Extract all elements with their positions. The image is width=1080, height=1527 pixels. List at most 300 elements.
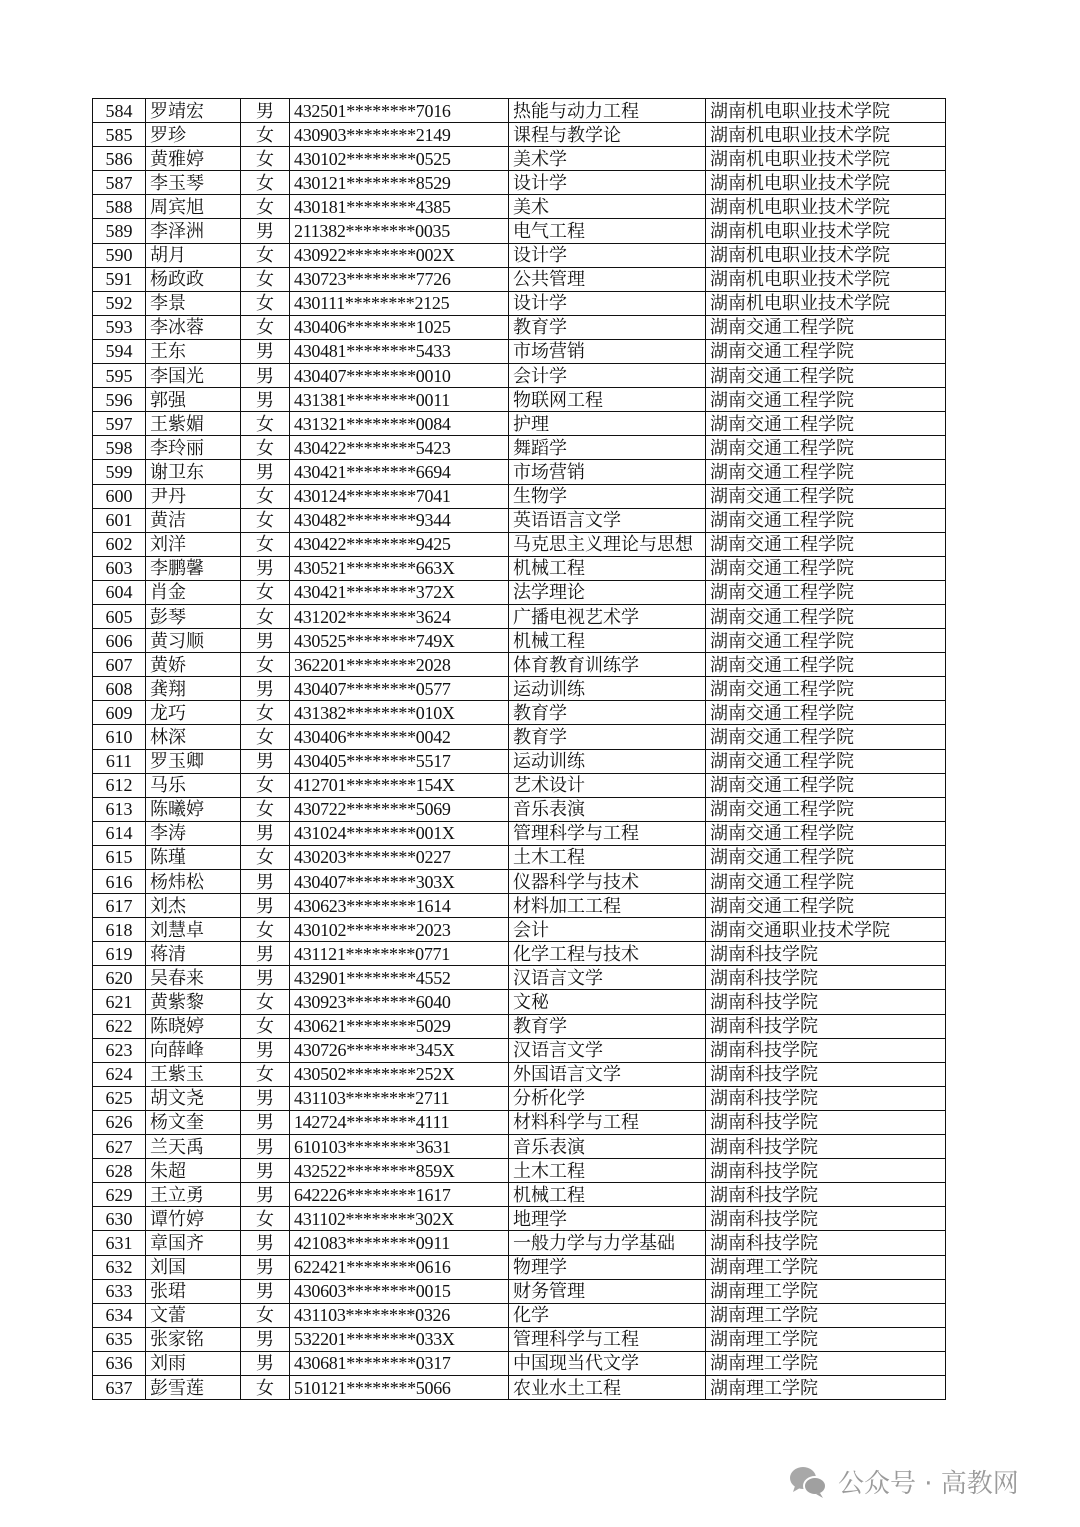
table-row	[93, 677, 946, 701]
id-number-cell: 610103********3631	[290, 1135, 509, 1159]
row-number-cell: 625	[93, 1086, 146, 1110]
gender-cell: 男	[241, 1135, 290, 1159]
id-number-cell: 430406********0042	[290, 725, 509, 749]
gender-cell: 男	[241, 1183, 290, 1207]
gender-cell: 男	[241, 1110, 290, 1134]
gender-cell: 男	[241, 99, 290, 123]
major-cell: 财务管理	[509, 1279, 706, 1303]
gender-cell: 女	[241, 195, 290, 219]
name-cell: 马乐	[146, 773, 241, 797]
table-row	[93, 1255, 946, 1279]
major-cell: 音乐表演	[509, 797, 706, 821]
name-cell: 彭雪莲	[146, 1375, 241, 1399]
major-cell: 美术	[509, 195, 706, 219]
row-number-cell: 603	[93, 556, 146, 580]
major-cell: 机械工程	[509, 1183, 706, 1207]
gender-cell: 女	[241, 725, 290, 749]
id-number-cell: 430726********345X	[290, 1038, 509, 1062]
row-number-cell: 624	[93, 1062, 146, 1086]
institution-cell: 湖南科技学院	[706, 990, 946, 1014]
gender-cell: 女	[241, 1303, 290, 1327]
major-cell: 电气工程	[509, 219, 706, 243]
institution-cell: 湖南交通工程学院	[706, 725, 946, 749]
gender-cell: 男	[241, 556, 290, 580]
table-row	[93, 1375, 946, 1399]
table-row	[93, 556, 946, 580]
name-cell: 朱超	[146, 1159, 241, 1183]
id-number-cell: 430623********1614	[290, 894, 509, 918]
name-cell: 黄娇	[146, 653, 241, 677]
institution-cell: 湖南交通工程学院	[706, 364, 946, 388]
major-cell: 热能与动力工程	[509, 99, 706, 123]
gender-cell: 女	[241, 1062, 290, 1086]
id-number-cell: 430421********372X	[290, 580, 509, 604]
major-cell: 会计	[509, 918, 706, 942]
major-cell: 外国语言文学	[509, 1062, 706, 1086]
row-number-cell: 623	[93, 1038, 146, 1062]
name-cell: 龚翔	[146, 677, 241, 701]
gender-cell: 男	[241, 894, 290, 918]
id-number-cell: 431382********010X	[290, 701, 509, 725]
major-cell: 汉语言文学	[509, 966, 706, 990]
institution-cell: 湖南交通工程学院	[706, 580, 946, 604]
name-cell: 尹丹	[146, 484, 241, 508]
gender-cell: 女	[241, 315, 290, 339]
institution-cell: 湖南理工学院	[706, 1255, 946, 1279]
institution-cell: 湖南机电职业技术学院	[706, 171, 946, 195]
major-cell: 市场营销	[509, 339, 706, 363]
gender-cell: 女	[241, 773, 290, 797]
major-cell: 体育教育训练学	[509, 653, 706, 677]
name-cell: 杨炜松	[146, 870, 241, 894]
gender-cell: 男	[241, 1327, 290, 1351]
row-number-cell: 595	[93, 364, 146, 388]
gender-cell: 女	[241, 171, 290, 195]
id-number-cell: 432522********859X	[290, 1159, 509, 1183]
major-cell: 一般力学与力学基础	[509, 1231, 706, 1255]
gender-cell: 女	[241, 243, 290, 267]
gender-cell: 女	[241, 990, 290, 1014]
table-row	[93, 412, 946, 436]
gender-cell: 男	[241, 388, 290, 412]
gender-cell: 女	[241, 653, 290, 677]
name-cell: 王立勇	[146, 1183, 241, 1207]
gender-cell: 男	[241, 942, 290, 966]
institution-cell: 湖南交通工程学院	[706, 460, 946, 484]
institution-cell: 湖南科技学院	[706, 1183, 946, 1207]
major-cell: 马克思主义理论与思想	[509, 532, 706, 556]
id-number-cell: 430102********2023	[290, 918, 509, 942]
institution-cell: 湖南交通工程学院	[706, 653, 946, 677]
institution-cell: 湖南理工学院	[706, 1303, 946, 1327]
institution-cell: 湖南理工学院	[706, 1351, 946, 1375]
name-cell: 罗珍	[146, 123, 241, 147]
table-row	[93, 1279, 946, 1303]
row-number-cell: 613	[93, 797, 146, 821]
institution-cell: 湖南科技学院	[706, 966, 946, 990]
table-row	[93, 339, 946, 363]
name-cell: 李玉琴	[146, 171, 241, 195]
name-cell: 李景	[146, 291, 241, 315]
table-row	[93, 1207, 946, 1231]
institution-cell: 湖南科技学院	[706, 1038, 946, 1062]
gender-cell: 男	[241, 870, 290, 894]
gender-cell: 男	[241, 821, 290, 845]
table-row	[93, 508, 946, 532]
major-cell: 市场营销	[509, 460, 706, 484]
gender-cell: 女	[241, 508, 290, 532]
row-number-cell: 602	[93, 532, 146, 556]
id-number-cell: 430481********5433	[290, 339, 509, 363]
id-number-cell: 430521********663X	[290, 556, 509, 580]
major-cell: 会计学	[509, 364, 706, 388]
id-number-cell: 430422********9425	[290, 532, 509, 556]
table-row	[93, 388, 946, 412]
row-number-cell: 610	[93, 725, 146, 749]
institution-cell: 湖南科技学院	[706, 1159, 946, 1183]
name-cell: 黄紫黎	[146, 990, 241, 1014]
major-cell: 材料科学与工程	[509, 1110, 706, 1134]
id-number-cell: 431202********3624	[290, 604, 509, 628]
id-number-cell: 430722********5069	[290, 797, 509, 821]
name-cell: 黄习顺	[146, 629, 241, 653]
row-number-cell: 637	[93, 1375, 146, 1399]
name-cell: 陈瑾	[146, 845, 241, 869]
gender-cell: 男	[241, 966, 290, 990]
gender-cell: 男	[241, 1279, 290, 1303]
wechat-icon	[788, 1465, 828, 1499]
row-number-cell: 604	[93, 580, 146, 604]
institution-cell: 湖南科技学院	[706, 1207, 946, 1231]
institution-cell: 湖南科技学院	[706, 1231, 946, 1255]
name-cell: 胡月	[146, 243, 241, 267]
row-number-cell: 611	[93, 749, 146, 773]
institution-cell: 湖南科技学院	[706, 1135, 946, 1159]
table-row	[93, 1038, 946, 1062]
gender-cell: 男	[241, 629, 290, 653]
table-row	[93, 773, 946, 797]
id-number-cell: 430111********2125	[290, 291, 509, 315]
id-number-cell: 430407********0010	[290, 364, 509, 388]
gender-cell: 男	[241, 677, 290, 701]
row-number-cell: 620	[93, 966, 146, 990]
id-number-cell: 430407********0577	[290, 677, 509, 701]
institution-cell: 湖南交通工程学院	[706, 773, 946, 797]
institution-cell: 湖南理工学院	[706, 1279, 946, 1303]
gender-cell: 女	[241, 484, 290, 508]
watermark-text: 公众号 · 高教网	[838, 1469, 1019, 1499]
name-cell: 胡文尧	[146, 1086, 241, 1110]
row-number-cell: 601	[93, 508, 146, 532]
name-cell: 彭琴	[146, 604, 241, 628]
table-row	[93, 364, 946, 388]
gender-cell: 女	[241, 291, 290, 315]
major-cell: 物理学	[509, 1255, 706, 1279]
institution-cell: 湖南交通工程学院	[706, 532, 946, 556]
table-row	[93, 653, 946, 677]
gender-cell: 男	[241, 1086, 290, 1110]
name-cell: 罗靖宏	[146, 99, 241, 123]
institution-cell: 湖南交通工程学院	[706, 870, 946, 894]
name-cell: 郭强	[146, 388, 241, 412]
row-number-cell: 600	[93, 484, 146, 508]
table-row	[93, 1351, 946, 1375]
institution-cell: 湖南交通工程学院	[706, 701, 946, 725]
row-number-cell: 592	[93, 291, 146, 315]
institution-cell: 湖南科技学院	[706, 942, 946, 966]
major-cell: 仪器科学与技术	[509, 870, 706, 894]
institution-cell: 湖南机电职业技术学院	[706, 147, 946, 171]
table-row	[93, 123, 946, 147]
row-number-cell: 622	[93, 1014, 146, 1038]
row-number-cell: 636	[93, 1351, 146, 1375]
table-row	[93, 942, 946, 966]
institution-cell: 湖南交通工程学院	[706, 388, 946, 412]
name-cell: 吴春来	[146, 966, 241, 990]
name-cell: 章国齐	[146, 1231, 241, 1255]
major-cell: 设计学	[509, 243, 706, 267]
major-cell: 运动训练	[509, 677, 706, 701]
name-cell: 王紫媚	[146, 412, 241, 436]
row-number-cell: 584	[93, 99, 146, 123]
id-number-cell: 642226********1617	[290, 1183, 509, 1207]
name-cell: 龙巧	[146, 701, 241, 725]
row-number-cell: 587	[93, 171, 146, 195]
row-number-cell: 596	[93, 388, 146, 412]
table-row	[93, 966, 946, 990]
name-cell: 张珺	[146, 1279, 241, 1303]
id-number-cell: 430903********2149	[290, 123, 509, 147]
name-cell: 文蕾	[146, 1303, 241, 1327]
institution-cell: 湖南交通工程学院	[706, 339, 946, 363]
id-number-cell: 510121********5066	[290, 1375, 509, 1399]
table-row	[93, 894, 946, 918]
row-number-cell: 606	[93, 629, 146, 653]
major-cell: 教育学	[509, 1014, 706, 1038]
row-number-cell: 612	[93, 773, 146, 797]
major-cell: 课程与教学论	[509, 123, 706, 147]
name-cell: 陈晓婷	[146, 1014, 241, 1038]
table-row	[93, 604, 946, 628]
institution-cell: 湖南交通工程学院	[706, 556, 946, 580]
institution-cell: 湖南交通工程学院	[706, 436, 946, 460]
major-cell: 设计学	[509, 171, 706, 195]
institution-cell: 湖南交通工程学院	[706, 629, 946, 653]
row-number-cell: 585	[93, 123, 146, 147]
gender-cell: 女	[241, 845, 290, 869]
row-number-cell: 617	[93, 894, 146, 918]
name-cell: 刘杰	[146, 894, 241, 918]
name-cell: 兰天禹	[146, 1135, 241, 1159]
table-row	[93, 460, 946, 484]
gender-cell: 女	[241, 147, 290, 171]
institution-cell: 湖南交通工程学院	[706, 484, 946, 508]
id-number-cell: 412701********154X	[290, 773, 509, 797]
major-cell: 公共管理	[509, 267, 706, 291]
row-number-cell: 633	[93, 1279, 146, 1303]
gender-cell: 女	[241, 797, 290, 821]
id-number-cell: 431121********0771	[290, 942, 509, 966]
id-number-cell: 431103********2711	[290, 1086, 509, 1110]
row-number-cell: 605	[93, 604, 146, 628]
gender-cell: 男	[241, 1255, 290, 1279]
id-number-cell: 431321********0084	[290, 412, 509, 436]
institution-cell: 湖南交通工程学院	[706, 821, 946, 845]
row-number-cell: 597	[93, 412, 146, 436]
table-row	[93, 532, 946, 556]
institution-cell: 湖南机电职业技术学院	[706, 267, 946, 291]
name-cell: 杨政政	[146, 267, 241, 291]
row-number-cell: 598	[93, 436, 146, 460]
id-number-cell: 430603********0015	[290, 1279, 509, 1303]
id-number-cell: 430124********7041	[290, 484, 509, 508]
table-row	[93, 701, 946, 725]
table-row	[93, 1086, 946, 1110]
gender-cell: 女	[241, 267, 290, 291]
institution-cell: 湖南机电职业技术学院	[706, 123, 946, 147]
table-row	[93, 267, 946, 291]
row-number-cell: 629	[93, 1183, 146, 1207]
gender-cell: 女	[241, 1207, 290, 1231]
gender-cell: 女	[241, 918, 290, 942]
major-cell: 护理	[509, 412, 706, 436]
id-number-cell: 430181********4385	[290, 195, 509, 219]
institution-cell: 湖南机电职业技术学院	[706, 99, 946, 123]
row-number-cell: 618	[93, 918, 146, 942]
id-number-cell: 430121********8529	[290, 171, 509, 195]
major-cell: 管理科学与工程	[509, 1327, 706, 1351]
institution-cell: 湖南机电职业技术学院	[706, 243, 946, 267]
row-number-cell: 591	[93, 267, 146, 291]
name-cell: 周宾旭	[146, 195, 241, 219]
major-cell: 农业水土工程	[509, 1375, 706, 1399]
row-number-cell: 631	[93, 1231, 146, 1255]
gender-cell: 男	[241, 1231, 290, 1255]
table-row	[93, 195, 946, 219]
name-cell: 杨文奎	[146, 1110, 241, 1134]
institution-cell: 湖南交通工程学院	[706, 797, 946, 821]
gender-cell: 女	[241, 532, 290, 556]
row-number-cell: 608	[93, 677, 146, 701]
id-number-cell: 430203********0227	[290, 845, 509, 869]
row-number-cell: 594	[93, 339, 146, 363]
institution-cell: 湖南机电职业技术学院	[706, 219, 946, 243]
major-cell: 生物学	[509, 484, 706, 508]
institution-cell: 湖南交通工程学院	[706, 412, 946, 436]
table-row	[93, 918, 946, 942]
watermark	[788, 1463, 1019, 1500]
table-row	[93, 1014, 946, 1038]
row-number-cell: 628	[93, 1159, 146, 1183]
institution-cell: 湖南理工学院	[706, 1375, 946, 1399]
name-cell: 向薛峰	[146, 1038, 241, 1062]
gender-cell: 女	[241, 412, 290, 436]
row-number-cell: 615	[93, 845, 146, 869]
major-cell: 物联网工程	[509, 388, 706, 412]
row-number-cell: 630	[93, 1207, 146, 1231]
name-cell: 刘国	[146, 1255, 241, 1279]
gender-cell: 男	[241, 1159, 290, 1183]
name-cell: 王紫玉	[146, 1062, 241, 1086]
name-cell: 张家铭	[146, 1327, 241, 1351]
table-row	[93, 99, 946, 123]
row-number-cell: 627	[93, 1135, 146, 1159]
table-row	[93, 870, 946, 894]
row-number-cell: 586	[93, 147, 146, 171]
gender-cell: 男	[241, 460, 290, 484]
table-row	[93, 484, 946, 508]
table-row	[93, 821, 946, 845]
id-number-cell: 430723********7726	[290, 267, 509, 291]
table-row	[93, 1159, 946, 1183]
id-number-cell: 431381********0011	[290, 388, 509, 412]
institution-cell: 湖南机电职业技术学院	[706, 195, 946, 219]
table-row	[93, 629, 946, 653]
major-cell: 设计学	[509, 291, 706, 315]
name-cell: 刘慧卓	[146, 918, 241, 942]
admission-list-table	[92, 98, 946, 1400]
id-number-cell: 430621********5029	[290, 1014, 509, 1038]
gender-cell: 女	[241, 1014, 290, 1038]
institution-cell: 湖南科技学院	[706, 1086, 946, 1110]
id-number-cell: 431103********0326	[290, 1303, 509, 1327]
major-cell: 法学理论	[509, 580, 706, 604]
gender-cell: 女	[241, 701, 290, 725]
institution-cell: 湖南交通职业技术学院	[706, 918, 946, 942]
id-number-cell: 430923********6040	[290, 990, 509, 1014]
id-number-cell: 430525********749X	[290, 629, 509, 653]
id-number-cell: 430406********1025	[290, 315, 509, 339]
institution-cell: 湖南交通工程学院	[706, 508, 946, 532]
row-number-cell: 619	[93, 942, 146, 966]
major-cell: 广播电视艺术学	[509, 604, 706, 628]
institution-cell: 湖南交通工程学院	[706, 845, 946, 869]
id-number-cell: 431102********302X	[290, 1207, 509, 1231]
major-cell: 教育学	[509, 725, 706, 749]
institution-cell: 湖南科技学院	[706, 1014, 946, 1038]
id-number-cell: 211382********0035	[290, 219, 509, 243]
id-number-cell: 432901********4552	[290, 966, 509, 990]
major-cell: 土木工程	[509, 1159, 706, 1183]
table-row	[93, 845, 946, 869]
major-cell: 土木工程	[509, 845, 706, 869]
row-number-cell: 609	[93, 701, 146, 725]
major-cell: 管理科学与工程	[509, 821, 706, 845]
name-cell: 陈曦婷	[146, 797, 241, 821]
name-cell: 黄雅婷	[146, 147, 241, 171]
gender-cell: 女	[241, 1375, 290, 1399]
name-cell: 肖金	[146, 580, 241, 604]
gender-cell: 女	[241, 604, 290, 628]
name-cell: 谭竹婷	[146, 1207, 241, 1231]
major-cell: 机械工程	[509, 629, 706, 653]
major-cell: 材料加工工程	[509, 894, 706, 918]
table-row	[93, 749, 946, 773]
name-cell: 王东	[146, 339, 241, 363]
table-row	[93, 436, 946, 460]
major-cell: 化学工程与技术	[509, 942, 706, 966]
institution-cell: 湖南科技学院	[706, 1062, 946, 1086]
table-row	[93, 1231, 946, 1255]
major-cell: 美术学	[509, 147, 706, 171]
id-number-cell: 430502********252X	[290, 1062, 509, 1086]
gender-cell: 男	[241, 219, 290, 243]
major-cell: 汉语言文学	[509, 1038, 706, 1062]
id-number-cell: 532201********033X	[290, 1327, 509, 1351]
row-number-cell: 621	[93, 990, 146, 1014]
institution-cell: 湖南理工学院	[706, 1327, 946, 1351]
major-cell: 运动训练	[509, 749, 706, 773]
